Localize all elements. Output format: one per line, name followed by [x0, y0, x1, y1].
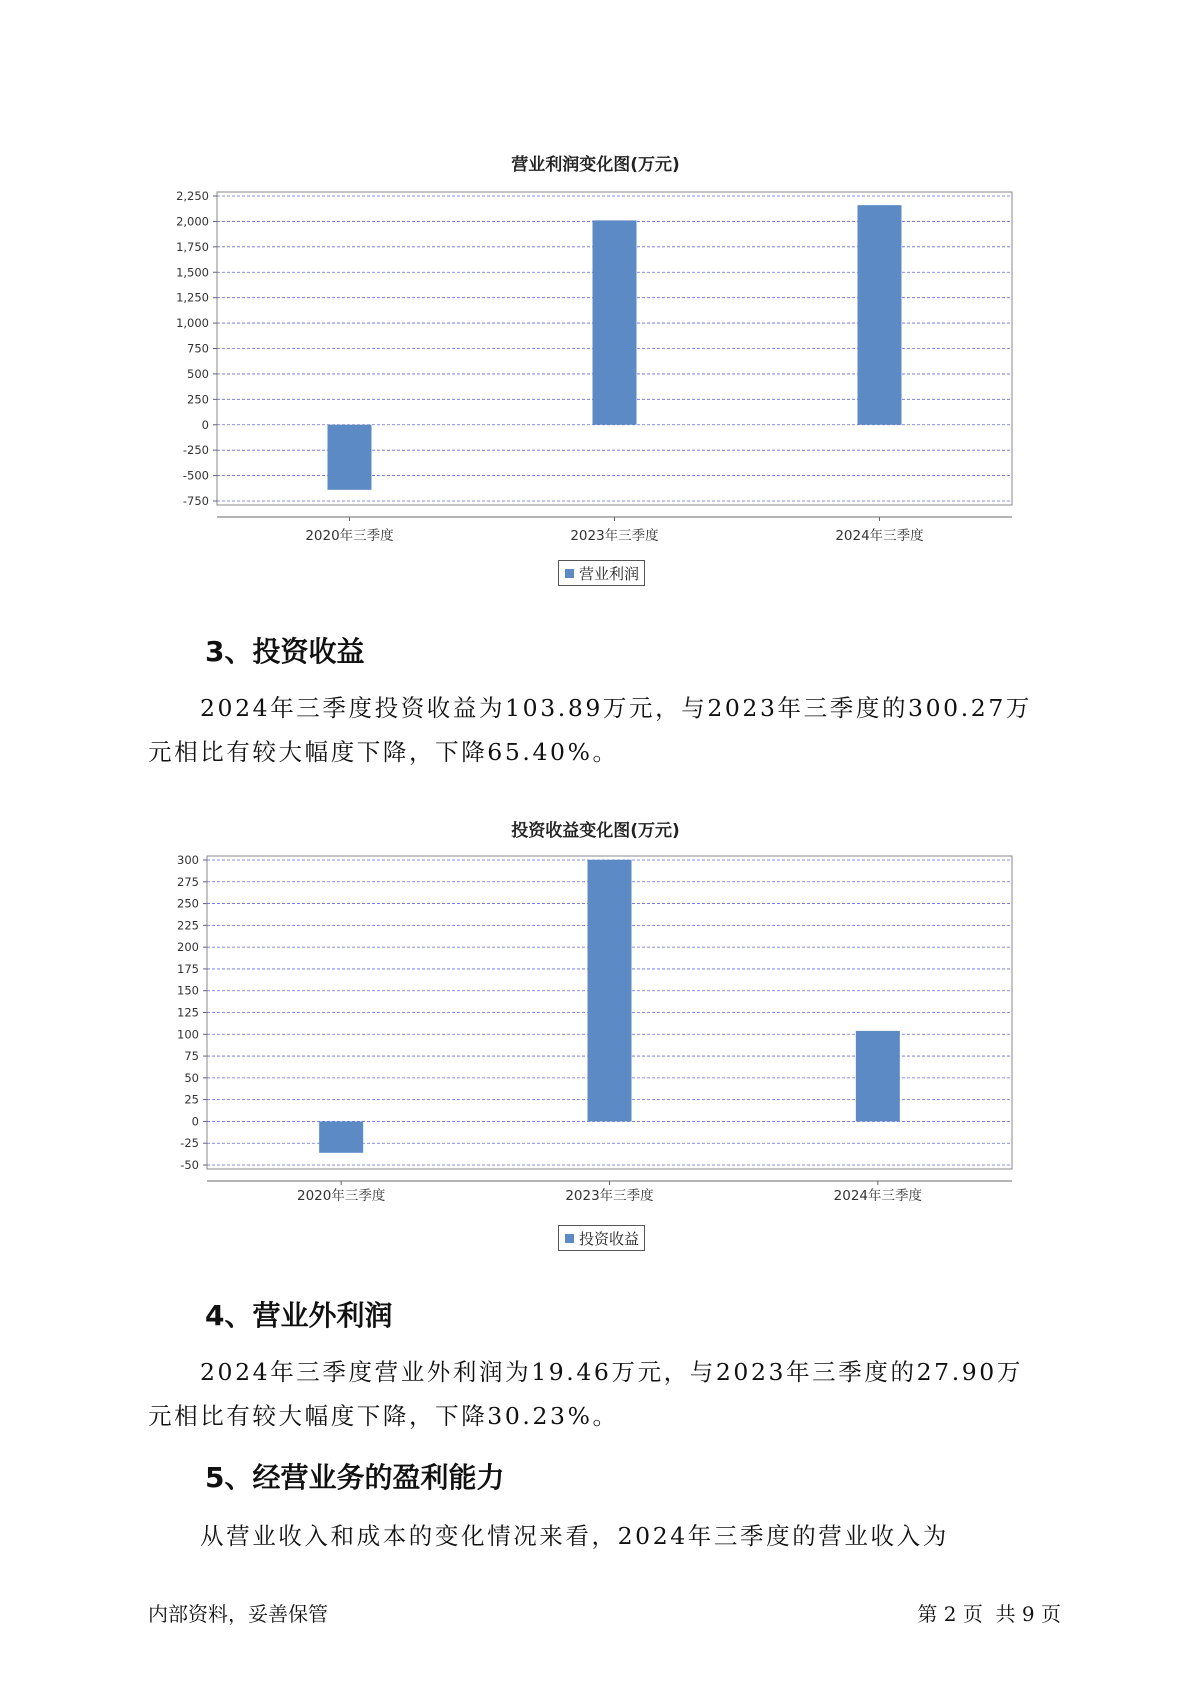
y-tick-label: 1,750: [176, 239, 209, 254]
x-tick-label: 2023年三季度: [565, 1188, 654, 1204]
y-tick-label: -25: [180, 1136, 199, 1151]
y-tick-label: 225: [177, 918, 199, 933]
y-tick-label: 50: [184, 1070, 199, 1085]
y-tick-label: -500: [182, 468, 209, 483]
x-tick-label: 2020年三季度: [296, 1188, 386, 1204]
y-tick-label: 1,000: [176, 316, 209, 331]
x-tick-label: 2024年三季度: [835, 528, 924, 544]
y-tick-label: 1,500: [176, 265, 209, 280]
bar-2020年三季度: [328, 425, 372, 490]
y-tick-label: 1,250: [176, 290, 209, 305]
chart-title-investment-income: 投资收益变化图(万元): [511, 821, 680, 841]
y-tick-label: 300: [177, 853, 199, 867]
y-tick-label: -50: [180, 1158, 199, 1172]
investment-income-chart: [0, 640, 1191, 1204]
y-tick-label: 275: [177, 874, 199, 889]
section-heading-non-operating-profit: 4、营业外利润: [205, 1299, 393, 1332]
x-tick-label: 2020年三季度: [305, 528, 394, 544]
y-tick-label: 750: [187, 341, 209, 356]
y-tick-label: 0: [201, 417, 209, 432]
bar-2023年三季度: [588, 860, 632, 1122]
y-tick-label: 250: [187, 392, 209, 407]
operating-profit-chart: [0, 0, 1191, 555]
y-tick-label: 2,000: [176, 214, 209, 229]
x-tick-label: 2024年三季度: [833, 1188, 923, 1204]
y-tick-label: 250: [177, 896, 199, 911]
y-tick-label: 0: [191, 1114, 199, 1129]
y-tick-label: 150: [177, 983, 199, 998]
section-heading-investment-income: 3、投资收益: [205, 635, 365, 668]
y-tick-label: 25: [184, 1092, 199, 1107]
section-text-investment-income: 2024年三季度投资收益为103.89万元，与2023年三季度的300.27万元相比有较大幅度下降，下降65.40%。: [148, 694, 1032, 766]
y-tick-label: -750: [182, 494, 209, 508]
footer-confidential: 内部资料，妥善保管: [148, 1602, 328, 1626]
section-text-profitability: 从营业收入和成本的变化情况来看，2024年三季度的营业收入为: [200, 1522, 949, 1550]
y-tick-label: 2,250: [176, 189, 209, 203]
bar-2023年三季度: [593, 220, 637, 424]
x-tick-label: 2023年三季度: [570, 528, 659, 544]
bar-2024年三季度: [858, 205, 902, 425]
y-tick-label: 200: [177, 940, 199, 955]
y-tick-label: 75: [184, 1049, 199, 1064]
y-tick-label: 100: [177, 1027, 199, 1042]
chart-legend-operating-profit: [558, 560, 645, 586]
chart-title-operating-profit: 营业利润变化图(万元): [511, 155, 680, 175]
y-tick-label: 500: [187, 366, 209, 381]
legend-label: 营业利润: [579, 564, 640, 583]
legend-swatch: [565, 569, 574, 578]
bar-2024年三季度: [856, 1031, 900, 1122]
footer-page-number: 第 2 页 共 9 页: [917, 1602, 1061, 1626]
bar-2020年三季度: [319, 1121, 363, 1152]
section-text-non-operating-profit: 2024年三季度营业外利润为19.46万元，与2023年三季度的27.90万元相比有较大幅度下降，下降30.23%。: [148, 1358, 1023, 1430]
legend-label: 投资收益: [579, 1229, 640, 1248]
section-heading-profitability: 5、经营业务的盈利能力: [205, 1461, 505, 1494]
y-tick-label: 125: [177, 1005, 199, 1020]
y-tick-label: -250: [182, 443, 209, 458]
chart-legend-investment-income: [558, 1225, 645, 1251]
y-tick-label: 175: [177, 961, 199, 976]
legend-swatch: [565, 1234, 574, 1243]
